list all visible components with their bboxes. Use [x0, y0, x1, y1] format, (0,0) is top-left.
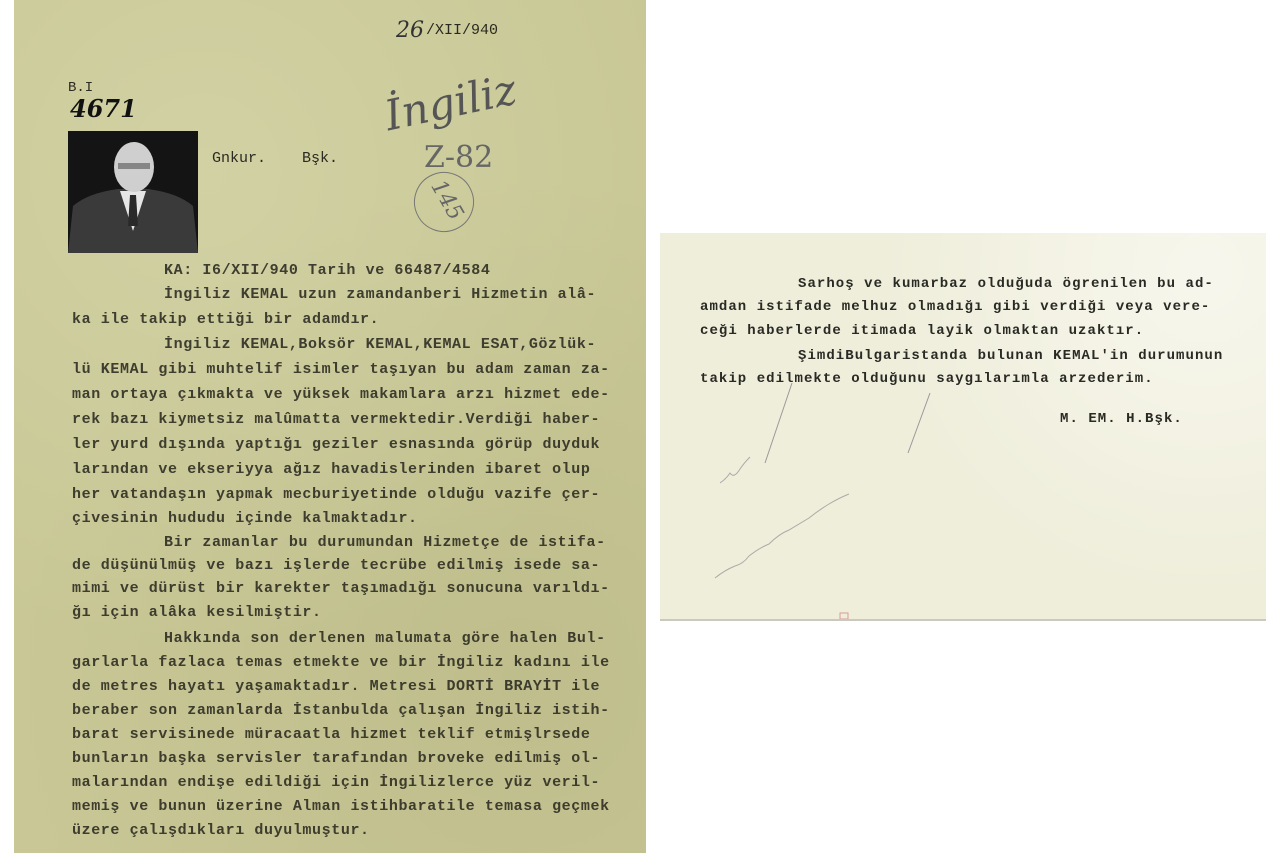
body-line: bunların başka servisler tarafından broveke edilmiş ol-: [72, 750, 601, 767]
body-line: man ortaya çıkmakta ve yüksek makamlara arzı hizmet ede-: [72, 386, 610, 403]
body-line: memiş ve bunun üzerine Alman istihbaratile temasa geçmek: [72, 798, 610, 815]
body-line: de düşünülmüş ve bazı işlerde tecrübe edilmiş isede sa-: [72, 557, 601, 574]
body-line: mimi ve dürüst bir karekter taşımadığı sonucuna varıldı-: [72, 580, 610, 597]
body-line: Sarhoş ve kumarbaz olduğuda ögrenilen bu ad-: [798, 276, 1214, 292]
left-document-page: [14, 0, 646, 853]
body-line: malarından endişe edildiği için İngilizlerce yüz veril-: [72, 774, 601, 791]
handwritten-annotation-marks: [660, 233, 1266, 619]
body-line: Hakkında son derlenen malumata göre halen Bul-: [164, 630, 606, 647]
body-line: çivesinin hududu içinde kalmaktadır.: [72, 510, 418, 527]
body-line: İngiliz KEMAL uzun zamandanberi Hizmetin alâ-: [164, 286, 597, 303]
body-line: Bir zamanlar bu durumundan Hizmetçe de istifa-: [164, 534, 606, 551]
body-line: barat servisinede müracaatla hizmet teklif etmişlrsede: [72, 726, 591, 743]
typed-date: /XII/940: [426, 22, 499, 39]
body-line: İngiliz KEMAL,Boksör KEMAL,KEMAL ESAT,Gözlük-: [164, 336, 597, 353]
body-line: lü KEMAL gibi muhtelif isimler taşıyan bu adam zaman za-: [72, 361, 610, 378]
body-line: larından ve ekseriyya ağız havadislerinden ibaret olup: [72, 461, 591, 478]
body-line: her vatandaşın yapmak mecburiyetinde olduğu vazife çer-: [72, 486, 601, 503]
handwritten-reference: Z-82: [424, 140, 494, 175]
body-line: takip edilmekte olduğunu saygılarımla arzederim.: [700, 371, 1154, 387]
body-line: garlarla fazlaca temas etmekte ve bir İngiliz kadını ile: [72, 654, 610, 671]
body-line: ceği haberlerde itimada layik olmaktan uzaktır.: [700, 323, 1145, 339]
circled-number-stamp: [406, 164, 483, 241]
reference-line: KA: I6/XII/940 Tarih ve 66487/4584: [164, 262, 491, 279]
body-line: de metres hayatı yaşamaktadır. Metresi DORTİ BRAYİT ile: [72, 678, 601, 695]
handwritten-note: İngiliz: [380, 64, 521, 141]
body-line: ka ile takip ettiği bir adamdır.: [72, 311, 380, 328]
circled-number: 145: [425, 175, 469, 225]
body-line: üzere çalışdıkları duyulmuştur.: [72, 822, 370, 839]
signature-title: M. EM. H.Bşk.: [1060, 411, 1183, 427]
body-line: ŞimdiBulgaristanda bulunan KEMAL'in durumunun: [798, 348, 1224, 364]
body-line: ğı için alâka kesilmiştir.: [72, 604, 322, 621]
portrait-image-icon: [68, 131, 198, 253]
body-line: beraber son zamanlarda İstanbulda çalışan İngiliz istih-: [72, 702, 610, 719]
body-line: rek bazı kiymetsiz malûmatta vermektedir.Verdiği haber-: [72, 411, 601, 428]
handwritten-file-number: 4671: [70, 94, 137, 123]
right-document-page: [660, 233, 1266, 621]
addressee: Gnkur. Bşk.: [212, 150, 339, 167]
body-line: ler yurd dışında yaptığı geziler esnasında görüp duyduk: [72, 436, 601, 453]
file-code: B.I: [68, 80, 94, 96]
body-line: amdan istifade melhuz olmadığı gibi verdiği veya vere-: [700, 299, 1211, 315]
handwritten-date-day: 26: [396, 18, 424, 43]
portrait-photo: [68, 131, 198, 253]
